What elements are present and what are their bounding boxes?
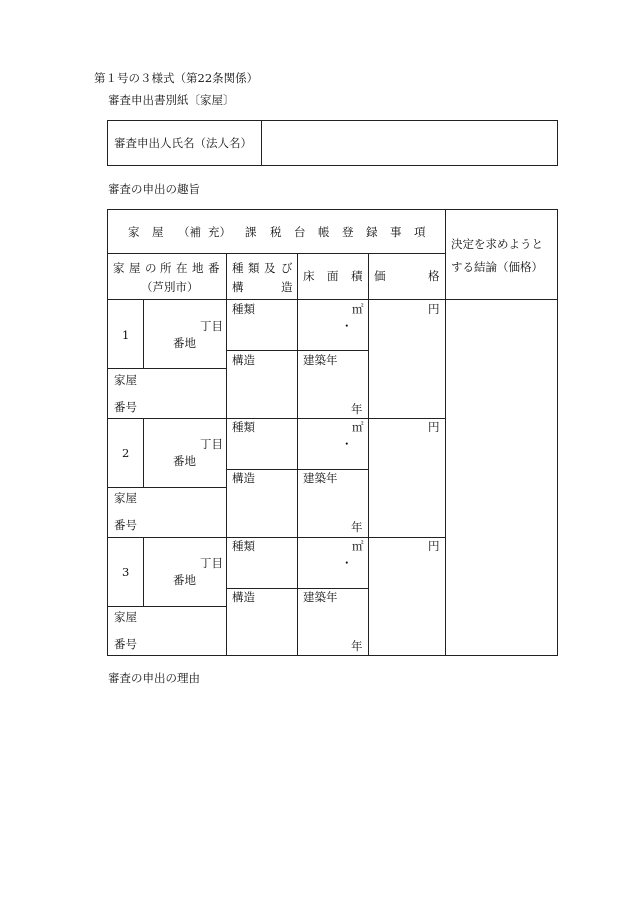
header-conclusion-1: 決定を求めようと xyxy=(451,237,543,251)
section-reason: 審査の申出の理由 xyxy=(108,671,200,685)
applicant-name-field[interactable] xyxy=(263,121,556,164)
form-title: 審査申出書別紙〔家屋〕 xyxy=(108,93,235,107)
section-purpose: 審査の申出の趣旨 xyxy=(108,182,200,196)
header-conclusion-2: する結論（価格） xyxy=(451,260,543,274)
applicant-label: 審査申出人氏名（法人名） xyxy=(114,136,252,150)
form-number: 第１号の３様式（第22条関係） xyxy=(94,71,259,85)
